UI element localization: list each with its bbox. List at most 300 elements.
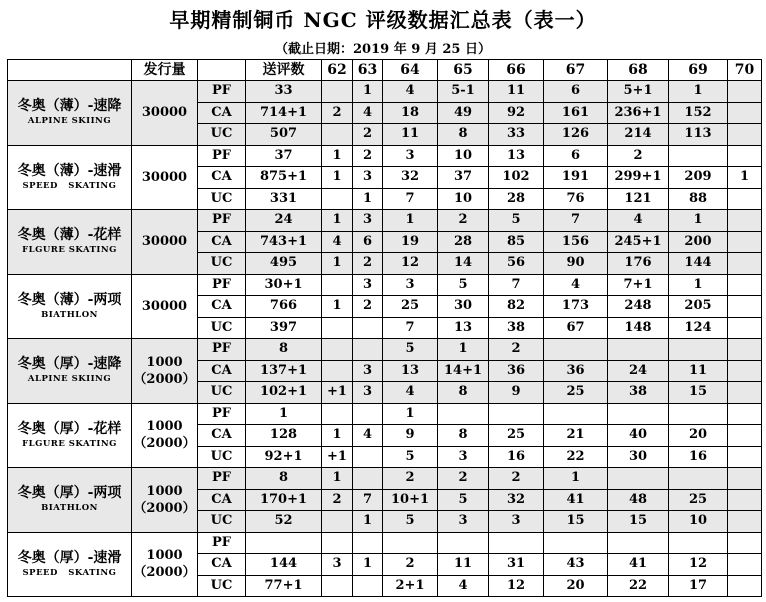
- finish-type-cell: PF: [198, 532, 246, 554]
- table-title: 早期精制铜币 NGC 评级数据汇总表（表一）: [169, 8, 597, 32]
- grade-count-cell: 3: [353, 382, 383, 404]
- grade-count-cell: [489, 403, 544, 425]
- coin-english-name: SPEED SKATING: [22, 180, 117, 191]
- finish-type-cell: UC: [198, 382, 246, 404]
- grade-count-cell: 4: [353, 425, 383, 447]
- grade-count-cell: [544, 532, 608, 554]
- mintage-value: 30000: [141, 298, 188, 314]
- grade-count-cell: 8: [438, 124, 489, 146]
- grade-count-cell: 1: [383, 210, 438, 232]
- submitted-count-cell: 77+1: [246, 575, 322, 597]
- grade-count-cell: [322, 188, 353, 210]
- grade-count-cell: [728, 575, 762, 597]
- grade-count-cell: 4: [353, 102, 383, 124]
- grade-count-cell: [728, 511, 762, 533]
- grade-count-cell: [322, 339, 353, 361]
- grade-count-cell: 5: [383, 511, 438, 533]
- submitted-count-cell: 8: [246, 468, 322, 490]
- grade-count-cell: [669, 532, 728, 554]
- grade-count-cell: 5+1: [608, 81, 669, 103]
- submitted-count-cell: 33: [246, 81, 322, 103]
- grade-count-cell: 2: [383, 554, 438, 576]
- submitted-count-cell: 8: [246, 339, 322, 361]
- grade-count-cell: [728, 489, 762, 511]
- grade-count-cell: 15: [544, 511, 608, 533]
- grade-count-cell: 10+1: [383, 489, 438, 511]
- finish-type-cell: UC: [198, 253, 246, 275]
- grade-count-cell: 5-1: [438, 81, 489, 103]
- grade-count-cell: [728, 231, 762, 253]
- grade-count-cell: 1: [322, 167, 353, 189]
- grade-count-cell: 13: [489, 145, 544, 167]
- grade-count-cell: 36: [489, 360, 544, 382]
- grade-count-cell: 9: [489, 382, 544, 404]
- coin-name: 冬奥（薄）-花样: [17, 227, 122, 244]
- grade-count-cell: [728, 188, 762, 210]
- grade-count-cell: [728, 253, 762, 275]
- grade-count-cell: 11: [669, 360, 728, 382]
- grade-count-cell: [322, 317, 353, 339]
- grade-count-cell: 2: [438, 468, 489, 490]
- finish-type-cell: CA: [198, 167, 246, 189]
- coin-english-name: BIATHLON: [41, 309, 98, 320]
- grade-count-cell: 43: [544, 554, 608, 576]
- grade-count-cell: 1: [669, 81, 728, 103]
- submitted-count-cell: 507: [246, 124, 322, 146]
- grade-count-cell: 1: [544, 468, 608, 490]
- grade-count-cell: [728, 317, 762, 339]
- grade-count-cell: 2: [489, 339, 544, 361]
- grade-count-cell: [353, 403, 383, 425]
- grade-count-cell: [728, 382, 762, 404]
- grade-count-cell: [544, 339, 608, 361]
- coin-english-name: FLGURE SKATING: [22, 438, 117, 449]
- grade-count-cell: 17: [669, 575, 728, 597]
- grade-count-cell: 152: [669, 102, 728, 124]
- header-row: [8, 60, 762, 81]
- grade-count-cell: 28: [438, 231, 489, 253]
- coin-english-name: FLGURE SKATING: [22, 245, 117, 256]
- finish-type-cell: CA: [198, 554, 246, 576]
- grade-count-cell: 2: [322, 102, 353, 124]
- grade-count-cell: 9: [383, 425, 438, 447]
- grade-count-cell: 148: [608, 317, 669, 339]
- grade-count-cell: 20: [669, 425, 728, 447]
- submitted-count-cell: 743+1: [246, 231, 322, 253]
- submitted-count-cell: 102+1: [246, 382, 322, 404]
- grade-count-cell: 88: [669, 188, 728, 210]
- coin-name-cell: [8, 210, 132, 275]
- grade-count-cell: 161: [544, 102, 608, 124]
- finish-type-cell: CA: [198, 489, 246, 511]
- submitted-count-cell: [246, 532, 322, 554]
- column-header: 69: [669, 60, 728, 81]
- grade-count-cell: 126: [544, 124, 608, 146]
- grade-count-cell: 1: [353, 188, 383, 210]
- grade-count-cell: 5: [383, 446, 438, 468]
- finish-type-cell: PF: [198, 81, 246, 103]
- grade-count-cell: 7: [383, 188, 438, 210]
- grade-count-cell: 3: [353, 210, 383, 232]
- mintage-cell: [132, 532, 198, 597]
- finish-type-cell: CA: [198, 296, 246, 318]
- grade-count-cell: 18: [383, 102, 438, 124]
- submitted-count-cell: 875+1: [246, 167, 322, 189]
- grade-count-cell: 48: [608, 489, 669, 511]
- grade-count-cell: 1: [353, 554, 383, 576]
- grade-count-cell: [728, 446, 762, 468]
- grade-count-cell: [728, 554, 762, 576]
- finish-type-cell: CA: [198, 425, 246, 447]
- grade-count-cell: 16: [489, 446, 544, 468]
- grade-count-cell: 2: [383, 468, 438, 490]
- grade-count-cell: 14: [438, 253, 489, 275]
- grade-count-cell: 41: [608, 554, 669, 576]
- grade-count-cell: [728, 274, 762, 296]
- grade-count-cell: 176: [608, 253, 669, 275]
- grade-count-cell: 19: [383, 231, 438, 253]
- column-header: 62: [322, 60, 353, 81]
- grade-count-cell: [608, 339, 669, 361]
- grade-count-cell: 3: [438, 511, 489, 533]
- grade-count-cell: 1: [322, 253, 353, 275]
- submitted-count-cell: 128: [246, 425, 322, 447]
- grade-count-cell: 113: [669, 124, 728, 146]
- submitted-count-cell: 92+1: [246, 446, 322, 468]
- grade-count-cell: 173: [544, 296, 608, 318]
- grade-count-cell: 3: [383, 274, 438, 296]
- grade-count-cell: 11: [489, 81, 544, 103]
- grade-count-cell: 49: [438, 102, 489, 124]
- grade-count-cell: 1: [322, 296, 353, 318]
- grade-count-cell: [383, 532, 438, 554]
- grade-count-cell: 15: [669, 382, 728, 404]
- grade-count-cell: 214: [608, 124, 669, 146]
- grade-count-cell: 2: [608, 145, 669, 167]
- grade-count-cell: 25: [489, 425, 544, 447]
- grade-count-cell: 1: [353, 511, 383, 533]
- grade-count-cell: [322, 274, 353, 296]
- finish-type-cell: UC: [198, 317, 246, 339]
- grade-count-cell: [728, 403, 762, 425]
- coin-name: 冬奥（厚）-速滑: [17, 549, 122, 566]
- grade-count-cell: 40: [608, 425, 669, 447]
- column-header: [198, 60, 246, 81]
- grade-count-cell: 5: [438, 274, 489, 296]
- grade-count-cell: 11: [383, 124, 438, 146]
- table-row: [8, 468, 762, 490]
- grade-count-cell: [608, 403, 669, 425]
- table-row: [8, 81, 762, 103]
- mintage-cell: [132, 339, 198, 404]
- grade-count-cell: 16: [669, 446, 728, 468]
- grade-count-cell: 10: [438, 188, 489, 210]
- coin-name: 冬奥（厚）-速降: [17, 356, 122, 373]
- grade-count-cell: 3: [353, 360, 383, 382]
- grade-count-cell: 7: [383, 317, 438, 339]
- column-header: 送评数: [246, 60, 322, 81]
- coin-english-name: ALPINE SKIING: [27, 116, 112, 127]
- mintage-cell: [132, 81, 198, 146]
- grade-count-cell: 1: [669, 274, 728, 296]
- grade-count-cell: 82: [489, 296, 544, 318]
- coin-name: 冬奥（厚）-花样: [17, 420, 122, 437]
- coin-name-cell: [8, 468, 132, 533]
- submitted-count-cell: 397: [246, 317, 322, 339]
- mintage-value: 30000: [141, 169, 188, 185]
- mintage-cell: [132, 210, 198, 275]
- grade-count-cell: 13: [383, 360, 438, 382]
- finish-type-cell: UC: [198, 124, 246, 146]
- grade-count-cell: [728, 102, 762, 124]
- grade-count-cell: [353, 532, 383, 554]
- finish-type-cell: UC: [198, 575, 246, 597]
- grade-count-cell: 1: [438, 339, 489, 361]
- submitted-count-cell: 1: [246, 403, 322, 425]
- mintage-alt-value: （2000）: [133, 436, 196, 452]
- finish-type-cell: CA: [198, 231, 246, 253]
- mintage-value: 1000: [146, 548, 183, 564]
- grade-count-cell: 191: [544, 167, 608, 189]
- grade-count-cell: 7: [489, 274, 544, 296]
- grade-count-cell: [322, 360, 353, 382]
- submitted-count-cell: 495: [246, 253, 322, 275]
- grade-count-cell: 10: [438, 145, 489, 167]
- grade-count-cell: 4: [608, 210, 669, 232]
- mintage-cell: [132, 274, 198, 339]
- grade-count-cell: [353, 446, 383, 468]
- grade-count-cell: [728, 81, 762, 103]
- grade-count-cell: [669, 145, 728, 167]
- grade-count-cell: 2: [353, 296, 383, 318]
- coin-english-name: ALPINE SKIING: [27, 374, 112, 385]
- grade-count-cell: [322, 511, 353, 533]
- grade-count-cell: 200: [669, 231, 728, 253]
- grading-table: [7, 59, 762, 597]
- finish-type-cell: PF: [198, 468, 246, 490]
- finish-type-cell: PF: [198, 274, 246, 296]
- grade-count-cell: [728, 468, 762, 490]
- column-header: 66: [489, 60, 544, 81]
- grade-count-cell: 4: [383, 382, 438, 404]
- grade-count-cell: [322, 403, 353, 425]
- grade-count-cell: [353, 575, 383, 597]
- grade-count-cell: 8: [438, 382, 489, 404]
- grade-count-cell: 299+1: [608, 167, 669, 189]
- grade-count-cell: 32: [489, 489, 544, 511]
- grade-count-cell: 22: [608, 575, 669, 597]
- grade-count-cell: 5: [383, 339, 438, 361]
- column-header: 65: [438, 60, 489, 81]
- grade-count-cell: 36: [544, 360, 608, 382]
- coin-name: 冬奥（薄）-两项: [17, 291, 122, 308]
- grade-count-cell: [489, 532, 544, 554]
- grade-count-cell: 3: [353, 274, 383, 296]
- grade-count-cell: [728, 145, 762, 167]
- column-header: [8, 60, 132, 81]
- table-row: [8, 532, 762, 554]
- grade-count-cell: 2: [322, 489, 353, 511]
- coin-english-name: SPEED SKATING: [22, 567, 117, 578]
- grade-count-cell: 3: [322, 554, 353, 576]
- grade-count-cell: [322, 575, 353, 597]
- grade-count-cell: 4: [544, 274, 608, 296]
- grade-count-cell: 4: [438, 575, 489, 597]
- grade-count-cell: 7+1: [608, 274, 669, 296]
- grade-count-cell: 67: [544, 317, 608, 339]
- grade-count-cell: [669, 339, 728, 361]
- mintage-value: 30000: [141, 234, 188, 250]
- grade-count-cell: 14+1: [438, 360, 489, 382]
- finish-type-cell: UC: [198, 446, 246, 468]
- grade-count-cell: [728, 532, 762, 554]
- grade-count-cell: 6: [353, 231, 383, 253]
- grade-count-cell: 15: [608, 511, 669, 533]
- finish-type-cell: PF: [198, 145, 246, 167]
- grade-count-cell: +1: [322, 382, 353, 404]
- cutoff-date: （截止日期：2019 年 9 月 25 日）: [275, 42, 491, 57]
- grade-count-cell: 2: [353, 253, 383, 275]
- mintage-alt-value: （2000）: [133, 500, 196, 516]
- grade-count-cell: 156: [544, 231, 608, 253]
- grade-count-cell: 7: [353, 489, 383, 511]
- mintage-value: 30000: [141, 105, 188, 121]
- grade-count-cell: [438, 403, 489, 425]
- grade-count-cell: 3: [489, 511, 544, 533]
- submitted-count-cell: 52: [246, 511, 322, 533]
- grade-count-cell: 3: [353, 167, 383, 189]
- grade-count-cell: +1: [322, 446, 353, 468]
- grade-count-cell: 2: [353, 145, 383, 167]
- coin-name: 冬奥（薄）-速滑: [17, 162, 122, 179]
- coin-name-cell: [8, 532, 132, 597]
- coin-name-cell: [8, 81, 132, 146]
- grade-count-cell: 4: [383, 81, 438, 103]
- grade-count-cell: [669, 403, 728, 425]
- coin-name-cell: [8, 403, 132, 468]
- grade-count-cell: [322, 124, 353, 146]
- grade-count-cell: 2: [489, 468, 544, 490]
- grade-count-cell: 28: [489, 188, 544, 210]
- grade-count-cell: 76: [544, 188, 608, 210]
- grade-count-cell: 56: [489, 253, 544, 275]
- column-header: 发行量: [132, 60, 198, 81]
- grade-count-cell: 25: [669, 489, 728, 511]
- mintage-cell: [132, 403, 198, 468]
- grade-count-cell: [353, 339, 383, 361]
- grade-count-cell: [438, 532, 489, 554]
- grade-count-cell: 31: [489, 554, 544, 576]
- finish-type-cell: PF: [198, 403, 246, 425]
- grade-count-cell: 2: [353, 124, 383, 146]
- grade-count-cell: 25: [383, 296, 438, 318]
- submitted-count-cell: 144: [246, 554, 322, 576]
- mintage-value: 1000: [146, 419, 183, 435]
- table-row: [8, 403, 762, 425]
- mintage-cell: [132, 145, 198, 210]
- grade-count-cell: 12: [669, 554, 728, 576]
- submitted-count-cell: 714+1: [246, 102, 322, 124]
- grade-count-cell: 3: [438, 446, 489, 468]
- grade-count-cell: 6: [544, 81, 608, 103]
- table-row: [8, 339, 762, 361]
- grade-count-cell: 205: [669, 296, 728, 318]
- grade-count-cell: 7: [544, 210, 608, 232]
- grade-count-cell: 8: [438, 425, 489, 447]
- column-header: 63: [353, 60, 383, 81]
- grade-count-cell: [544, 403, 608, 425]
- grade-count-cell: 1: [322, 425, 353, 447]
- grade-count-cell: 121: [608, 188, 669, 210]
- grade-count-cell: 2+1: [383, 575, 438, 597]
- coin-name-cell: [8, 274, 132, 339]
- table-row: [8, 274, 762, 296]
- grade-count-cell: [728, 360, 762, 382]
- mintage-value: 1000: [146, 354, 183, 370]
- grade-count-cell: 1: [322, 468, 353, 490]
- grade-count-cell: 13: [438, 317, 489, 339]
- column-header: 70: [728, 60, 762, 81]
- submitted-count-cell: 137+1: [246, 360, 322, 382]
- grade-count-cell: 236+1: [608, 102, 669, 124]
- grade-count-cell: [608, 468, 669, 490]
- grade-count-cell: 3: [383, 145, 438, 167]
- grade-count-cell: [322, 532, 353, 554]
- mintage-alt-value: （2000）: [133, 371, 196, 387]
- mintage-value: 1000: [146, 483, 183, 499]
- grade-count-cell: 38: [489, 317, 544, 339]
- mintage-cell: [132, 468, 198, 533]
- column-header: 64: [383, 60, 438, 81]
- finish-type-cell: CA: [198, 360, 246, 382]
- grade-count-cell: 37: [438, 167, 489, 189]
- table-body: [8, 81, 762, 597]
- grade-count-cell: 38: [608, 382, 669, 404]
- grade-count-cell: [728, 210, 762, 232]
- submitted-count-cell: 766: [246, 296, 322, 318]
- grade-count-cell: 248: [608, 296, 669, 318]
- grade-count-cell: [608, 532, 669, 554]
- coin-name: 冬奥（薄）-速降: [17, 98, 122, 115]
- finish-type-cell: PF: [198, 210, 246, 232]
- grade-count-cell: 20: [544, 575, 608, 597]
- coin-english-name: BIATHLON: [41, 503, 98, 514]
- table-row: [8, 210, 762, 232]
- grade-count-cell: 33: [489, 124, 544, 146]
- column-header: 68: [608, 60, 669, 81]
- grade-count-cell: 30: [438, 296, 489, 318]
- grade-count-cell: 10: [669, 511, 728, 533]
- grade-count-cell: 12: [489, 575, 544, 597]
- finish-type-cell: UC: [198, 511, 246, 533]
- grade-count-cell: 92: [489, 102, 544, 124]
- grade-count-cell: 4: [322, 231, 353, 253]
- grade-count-cell: 5: [438, 489, 489, 511]
- grade-count-cell: [669, 468, 728, 490]
- coin-name: 冬奥（厚）-两项: [17, 485, 122, 502]
- grade-count-cell: [728, 339, 762, 361]
- grade-count-cell: [728, 425, 762, 447]
- table-row: [8, 145, 762, 167]
- grade-count-cell: 1: [728, 167, 762, 189]
- grade-count-cell: 1: [353, 81, 383, 103]
- grade-count-cell: 30: [608, 446, 669, 468]
- grade-count-cell: 11: [438, 554, 489, 576]
- grade-count-cell: [353, 317, 383, 339]
- coin-name-cell: [8, 145, 132, 210]
- grade-count-cell: 90: [544, 253, 608, 275]
- grade-count-cell: 102: [489, 167, 544, 189]
